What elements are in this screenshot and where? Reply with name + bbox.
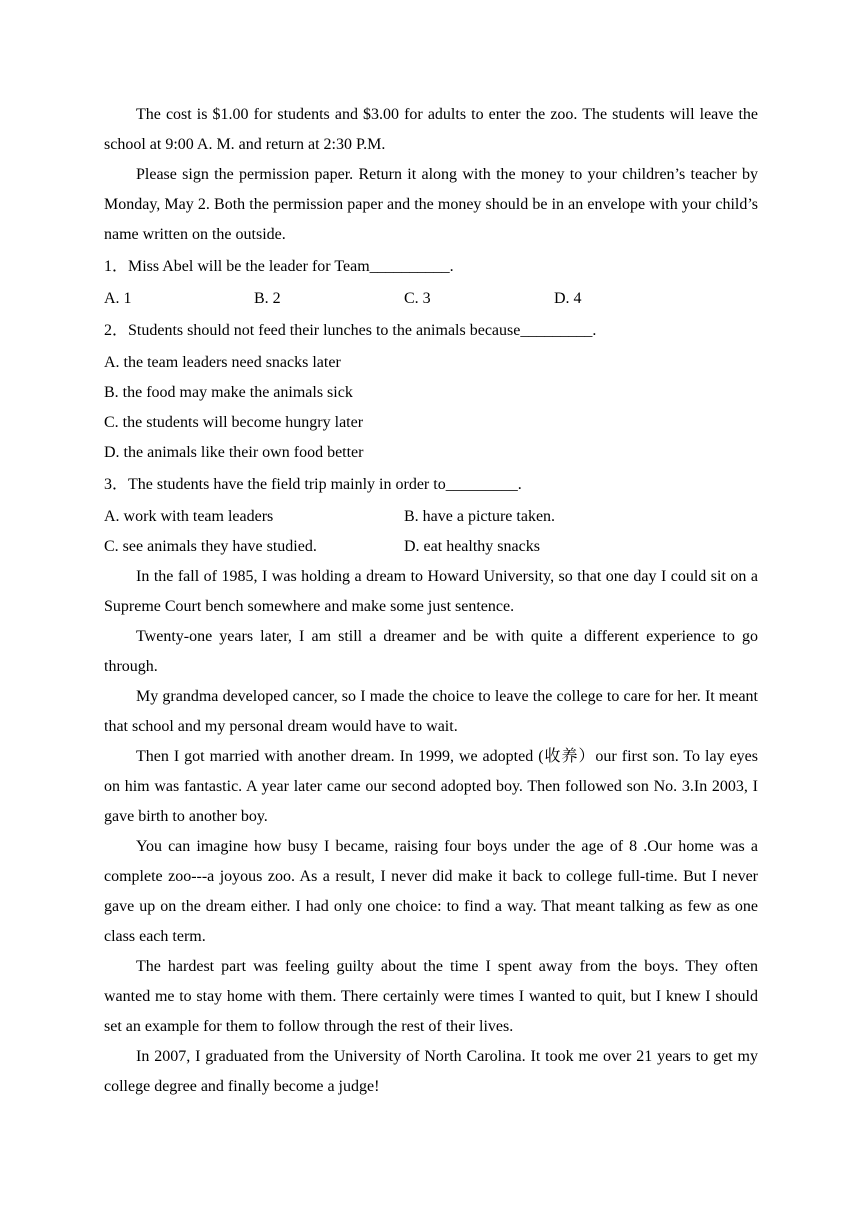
option: A. work with team leaders <box>104 508 274 525</box>
passage-paragraph: Then I got married with another dream. In 1999, we adopted (收养）our first son. To lay eyes on him was fantastic. A year later came our second adopted boy. Then followed son No. 3.In 2003, I gave birth to another boy. <box>104 748 758 825</box>
option: C. the students will become hungry later <box>104 414 364 431</box>
option: B. 2 <box>254 290 281 307</box>
passage-paragraph: My grandma developed cancer, so I made the choice to leave the college to care for her. It meant that school and my personal dream would have to wait. <box>104 688 758 735</box>
question-options <box>104 284 758 314</box>
question-stem: 2．Students should not feed their lunches to the animals because_________. <box>104 322 597 339</box>
passage-paragraph: The hardest part was feeling guilty about the time I spent away from the boys. They often wanted me to stay home with them. There certainly were times I wanted to quit, but I knew I should set an example for them to follow through the rest of their lives. <box>104 958 758 1035</box>
question-options <box>104 532 758 562</box>
intro-paragraph: Please sign the permission paper. Return it along with the money to your children’s teacher by Monday, May 2. Both the permission paper and the money should be in an envelope with your child’s name written on the outside. <box>104 166 758 243</box>
option: B. the food may make the animals sick <box>104 384 353 401</box>
question-stem: 1．Miss Abel will be the leader for Team__________. <box>104 258 454 275</box>
option: A. the team leaders need snacks later <box>104 354 341 371</box>
option: D. the animals like their own food better <box>104 444 364 461</box>
option: D. eat healthy snacks <box>404 538 540 555</box>
option: D. 4 <box>554 290 582 307</box>
intro-paragraph: The cost is $1.00 for students and $3.00 for adults to enter the zoo. The students will leave the school at 9:00 A. M. and return at 2:30 P.M. <box>104 106 758 153</box>
option: B. have a picture taken. <box>404 508 556 525</box>
question-options <box>104 502 758 532</box>
passage-paragraph: You can imagine how busy I became, raising four boys under the age of 8 .Our home was a complete zoo---a joyous zoo. As a result, I never did make it back to college full-time. But I never gave up on the dream either. I had only one choice: to find a way. That meant talking as few as one class each term. <box>104 838 758 945</box>
option: C. 3 <box>404 290 431 307</box>
passage-paragraph: Twenty-one years later, I am still a dreamer and be with quite a different experience to go through. <box>104 628 758 675</box>
document-page <box>104 100 758 1102</box>
option: C. see animals they have studied. <box>104 538 317 555</box>
option: A. 1 <box>104 290 132 307</box>
passage-paragraph: In the fall of 1985, I was holding a dream to Howard University, so that one day I could sit on a Supreme Court bench somewhere and make some just sentence. <box>104 568 758 615</box>
passage-paragraph: In 2007, I graduated from the University of North Carolina. It took me over 21 years to get my college degree and finally become a judge! <box>104 1048 758 1095</box>
question-stem: 3．The students have the field trip mainly in order to_________. <box>104 476 522 493</box>
